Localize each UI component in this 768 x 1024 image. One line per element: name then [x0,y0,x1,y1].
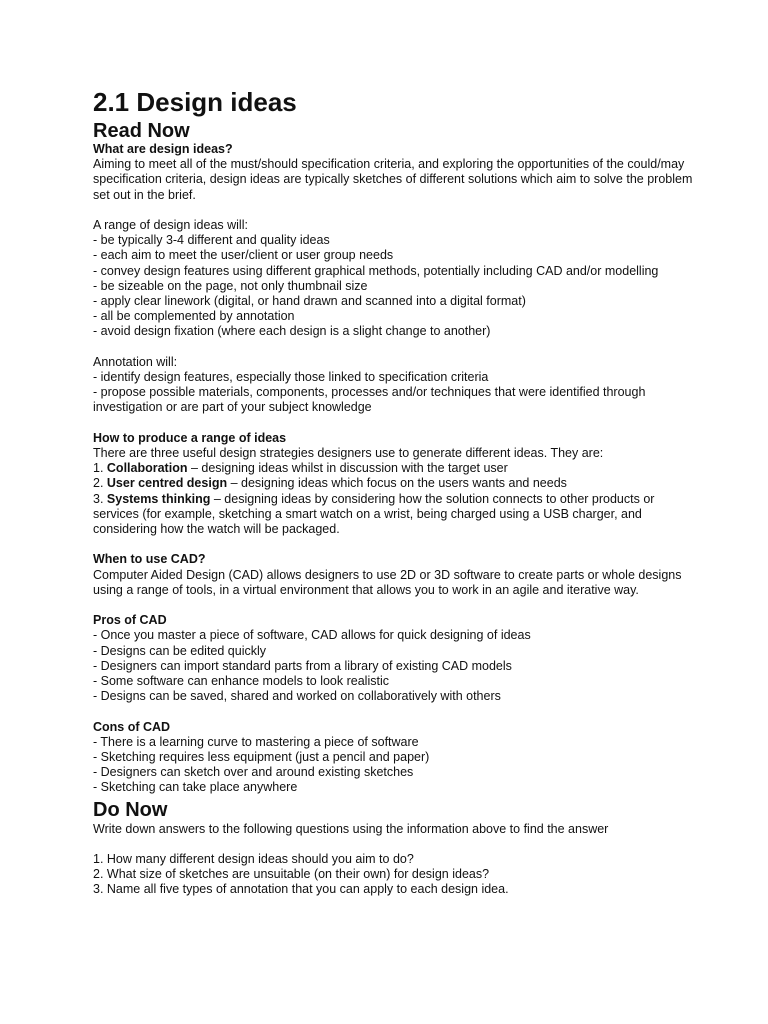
annotation-item: - propose possible materials, components, processes and/or techniques that were identified through investigation or are part of your subject knowledge [93,385,646,415]
range-item: - convey design features using different graphical methods, potentially including CAD and/or modelling [93,263,659,278]
annotation-intro: Annotation will: [93,354,178,369]
range-item: - be typically 3-4 different and quality ideas [93,233,330,248]
pros-of-cad-heading: Pros of CAD [93,613,167,628]
strategies-intro: There are three useful design strategies designers use to generate different ideas. They are: [93,446,604,461]
strategy-item [93,476,693,491]
strategy-term: Collaboration [106,461,188,476]
strategy-term: Systems thinking [106,491,211,506]
cons-of-cad-heading: Cons of CAD [93,719,171,734]
do-now-heading: Do Now [93,798,168,821]
when-to-use-cad-heading: When to use CAD? [93,552,206,567]
read-now-section [93,142,693,796]
strategy-number: 2. [93,476,107,491]
range-item: - be sizeable on the page, not only thumbnail size [93,278,368,293]
cons-item: - Designers can sketch over and around existing sketches [93,765,414,780]
do-now-intro: Write down answers to the following questions using the information above to find the answer [93,821,609,836]
strategy-description: – designing ideas whilst in discussion with the target user [187,461,508,476]
strategies-heading: How to produce a range of ideas [93,430,287,445]
range-intro: A range of design ideas will: [93,218,248,232]
range-item: - each aim to meet the user/client or user group needs [93,248,394,263]
page-title: 2.1 Design ideas [93,87,297,117]
what-are-design-ideas-body: Aiming to meet all of the must/should specification criteria, and exploring the opportunities of the could/may specification criteria, design ideas are typically sketches of different solutions which aim to solve the problem set out in the brief. [93,157,693,202]
question-item: 3. Name all five types of annotation that you can apply to each design idea. [93,882,509,897]
strategy-item [93,461,693,476]
pros-item: - Designers can import standard parts from a library of existing CAD models [93,658,512,673]
pros-item: - Designs can be edited quickly [93,643,267,658]
strategy-term: User centred design [106,476,228,491]
what-are-design-ideas-heading: What are design ideas? [93,142,233,156]
range-item: - apply clear linework (digital, or hand drawn and scanned into a digital format) [93,294,526,309]
pros-item: - Once you master a piece of software, CAD allows for quick designing of ideas [93,628,531,643]
cons-item: - Sketching can take place anywhere [93,780,298,795]
read-now-heading: Read Now [93,120,190,142]
cons-item: - There is a learning curve to mastering a piece of software [93,734,419,749]
pros-item: - Some software can enhance models to look realistic [93,674,389,689]
when-to-use-cad-body: Computer Aided Design (CAD) allows designers to use 2D or 3D software to create parts or whole designs using a range of tools, in a virtual environment that allows you to work in an agile and iterative way. [93,567,682,597]
strategy-number: 3. [93,491,107,506]
strategy-item [93,492,693,538]
strategy-number: 1. [93,461,107,476]
question-item: 2. What size of sketches are unsuitable (on their own) for design ideas? [93,867,490,882]
strategy-description: – designing ideas which focus on the users wants and needs [227,476,567,491]
strategy-description: – designing ideas by considering how the solution connects to other products or services (for example, sketching a smart watch on a wrist, being charged using a USB charger, and considering how the watch will be packaged. [93,491,655,537]
range-item: - all be complemented by annotation [93,309,295,324]
pros-item: - Designs can be saved, shared and worked on collaboratively with others [93,689,501,704]
range-item: - avoid design fixation (where each design is a slight change to another) [93,324,491,339]
question-item: 1. How many different design ideas should you aim to do? [93,852,414,867]
annotation-item: - identify design features, especially those linked to specification criteria [93,370,489,385]
do-now-section [93,822,693,898]
document-page [93,86,693,898]
cons-item: - Sketching requires less equipment (just a pencil and paper) [93,750,430,765]
